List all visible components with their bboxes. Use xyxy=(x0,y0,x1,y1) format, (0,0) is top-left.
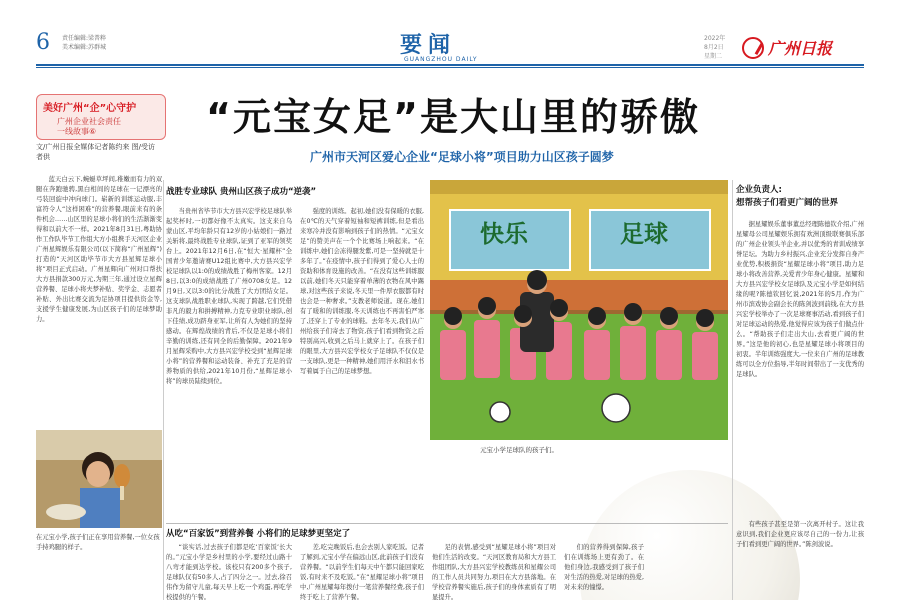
paper-name: 广州日报 xyxy=(768,39,833,58)
body-column xyxy=(166,543,292,600)
body-text: 差,吃完晚饭后,也会去别人家吃饭。记者了解到,元宝小学在偏远山区,此前孩子们没有营养餐。“以前学生们每天中午都只能回家吃饭,有时来不及吃饭。”在“星耀足球小将”项目中,广州星耀每年拨付一笔营养餐经费,孩子们终于吃上了营养午餐。 xyxy=(300,544,424,600)
section-divider xyxy=(166,523,728,524)
body-text: “谈实话,过去孩子们都是吃‘百家饭’长大的。”元宝小学是乡村里的小学,要经过山路十八弯才能到达学校。该校只有200多个孩子,足球队仅有50多人,占了四分之一。过去,徐召伟作为留守儿童,每天早上吃一个鸡蛋,再吃学校提供的午餐。 xyxy=(166,544,292,600)
photo-meal-caption: 在元宝小学,孩子们正在享用营养餐,一位女孩手持鸡腿的样子。 xyxy=(36,534,160,551)
date-weekday: 星期二 xyxy=(704,53,723,60)
body-text: 足的表情,感受到“星耀足球小将”项目对他们生活的改变。“天河区教育局和大方县工作组团队,大方县兴宏学校教练员和星耀公司的工作人员共同努力,项目在大方县落地。在学校营养餐实施后,孩子们的身体素质有了明显提升。 xyxy=(432,544,556,600)
editor-line: 美术编辑:苏群城 xyxy=(62,44,107,51)
byline: 文/广州日报全媒体记者陈约来 图/受访者供 xyxy=(36,143,155,161)
column-badge-subtitle xyxy=(57,117,121,137)
column-badge-line: 广州企业社会责任 xyxy=(57,117,121,126)
body-column xyxy=(300,543,424,600)
column-divider xyxy=(732,180,733,600)
body-text: 当贵州省毕节市大方县兴宏学校足球队举起奖杯时,一切都好像不太真实。这支来自乌蒙山区,平均年龄只有12岁的小姑娘们一路过关斩将,最终战胜专业球队,证到了亚军的领奖台上。2021年12月6日,在“恒大·星耀杯”全国青少年邀请赛U12组比赛中,大方县兴宏学校足球队以1:0的成绩战胜了梅州客家。12月8日,以3:0的成绩战胜了广州0708女足。12月9日,又以3:0的比分战胜了大方团结女足。这支球队战胜职业球队,实现了跨越,它们凭借非凡的毅力和拼搏精神,力克专业职业球队,创下佳绩,成功跻身亚军,让所有人为她们的坚持感动。在辉煌战绩的背后,不仅是足球小将们辛勤的训练,还有同全的后勤保障。2021年9月星辉采购中,大方县兴宏学校受到“星辉足球小将”的营养餐和运动装备、补充了充足的营养物质的供给,2021年10月份,“星辉足球小将”的球员陆续到位。 xyxy=(166,208,292,385)
photo-team-caption: 元宝小学足球队的孩子们。 xyxy=(480,446,558,454)
body-text: 据星耀娱乐董事董总经理陈德钦介绍,广州星耀母公司星耀娱乐拥有欢洲顶级联赛俱乐部的广州企业领头羊企业,并以优秀的青训成绩享誉足坛。为助力乡村振兴,企业充分发挥自身产业优势,积极捐资“星耀足球小将”项目,助力足球小将改善营养,关爱青少年身心健康。星耀和大方县兴宏学校女足球队及元宝小学是如何结缘的呢?陈德钦回忆说,2021年的5月,作为广州市滨戏协会副会长的陈剑波到前线,在大方县兴宏学校举办了一次足球赛事活动,看到孩子们对足球运动的热爱,他觉得应该为孩子们做点什么。“帮助孩子们走出大山,去看更广阔的世界。”这是他的初心,也是星耀足球小将项目的初衷。半年训练强度大,一位来自广州的足球教练可以全方位指导,半年时间带出了一支优秀的足球队。 xyxy=(736,221,864,378)
header-rule xyxy=(36,64,864,66)
lead-paragraph xyxy=(36,175,162,423)
page-number: 6 xyxy=(36,30,50,55)
right-heading-line: 想帮孩子们看更广阔的世界 xyxy=(736,198,839,208)
right-section-heading xyxy=(736,184,864,210)
editor-credits xyxy=(62,34,106,52)
right-heading-line: 企业负责人: xyxy=(736,185,782,195)
column-divider xyxy=(163,180,164,600)
paper-logo xyxy=(742,36,832,59)
photo-meal-illustration xyxy=(36,430,162,528)
body-text: 有些孩子甚至是第一次离开村子。这让我意识到,我们企业更应该尽自己的一份力,让孩子们看到更广阔的世界。”陈剑波说。 xyxy=(736,521,864,548)
date-day: 8月2日 xyxy=(704,44,724,51)
editor-line: 责任编辑:梁普粹 xyxy=(62,35,107,42)
mid-section-heading: 战胜专业球队 贵州山区孩子成功“逆袭” xyxy=(166,187,317,197)
section-title: 要闻 xyxy=(400,32,457,58)
sign-right: 足球 xyxy=(620,220,668,248)
column-badge xyxy=(36,94,166,140)
body-column xyxy=(166,207,292,517)
body-text: 们的营养得到保障,孩子们在训练场上更有劲了。在他们身边,我感受到了孩子们对生活的热爱,对足球的热爱,对未来的憧憬。 xyxy=(564,544,644,591)
subheadline: 广州市天河区爱心企业“足球小将”项目助力山区孩子圆梦 xyxy=(310,150,614,164)
body-column xyxy=(432,543,556,600)
photo-meal xyxy=(36,430,162,528)
column-badge-line: 一线故事⑥ xyxy=(57,127,97,136)
sign-left: 快乐 xyxy=(480,220,528,248)
dateline xyxy=(704,34,725,61)
lead-text: 蓝天白云下,蜿蜒草坪间,稚嫩而有力的双腿在奔跑驰骋,黑白相间的足球在一记漂亮的弓装回旋中冲向球门。崭新的训练运动服,丰富符令人“这样困难”的营养餐,眼前来有的条件机会……山区里的足球小将们的生活渐渐变得和以前大不一样。2021年8月31日,粤助协作工作队毕节工作组大方小组携手天河区企业广州星辉娱乐有限公司(以下简称“广州星辉”)打造的“天河区助毕节市大方县星辉足球小将”项目正式启动。广州星辉向广州对口帮扶大方县捐款300万元,为期三年,通过设立星辉营养餐、足球小将夫梦补贴、奖学金、志愿者补贴、外出比赛交流为足协项目提供资金等,支援学生健康发展,为山区孩子们的足球梦助力。 xyxy=(36,176,162,323)
photo-team-illustration xyxy=(430,180,728,440)
date-year: 2022年 xyxy=(704,35,726,42)
body-column xyxy=(736,520,864,600)
guangzhou-daily-logo-icon xyxy=(742,37,764,59)
section-subtitle: GUANGZHOU DAILY xyxy=(404,56,478,63)
body-column xyxy=(300,207,424,523)
column-badge-title: 美好广州“企”心守护 xyxy=(43,103,137,114)
page-header xyxy=(0,0,900,68)
lower-section-heading: 从吃“百家饭”到营养餐 小将们的足球梦更坚定了 xyxy=(166,529,351,539)
headline: “元宝女足”是大山里的骄傲 xyxy=(206,95,700,139)
body-text: 强度的训练。起初,她们没有保暖的衣服,在0℃的天气穿着短袖和短裤训练,但是看出来寒冷并没有影响到孩子们的热情。“元宝女足”的赞美声在一个个比赛场上响起来。“在训练中,她们会冻得腿发紫,可是一坚持就是十多年了。”在疫情中,孩子们得到了爱心人士的资助和体育设施的改善。“在没有这些训练服以前,她们冬天只能穿着单薄的衣物在风中踢球,对这些孩子来说,冬天里一件厚衣服都有时也会是一种奢求。”支教老师说道。现在,她们有了暖和的训练服,冬天训练也不再害怕严寒了,还穿上了专业的球鞋。去年冬天,我们从广州给孩子们寄去了物资,孩子们看到物资之后特别高兴,收到之后马上就穿上了。在孩子们的眼里,大方县兴宏学校女子足球队不仅仅是一支球队,更是一种精神,她们用汗水和泪水书写着属于自己的足球梦想。 xyxy=(300,208,424,375)
photo-team xyxy=(430,180,728,440)
header-rule xyxy=(36,67,864,68)
body-column xyxy=(564,543,644,600)
